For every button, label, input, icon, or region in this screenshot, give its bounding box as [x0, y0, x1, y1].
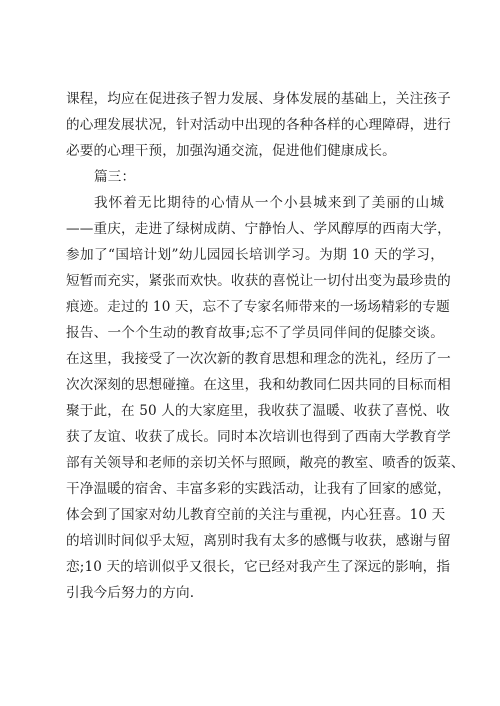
text-line: 必要的心理干预，加强沟通交流，促进他们健康成长。: [66, 143, 396, 159]
text-line: 痕迹。走过的 10 天，忘不了专家名师带来的一场场精彩的专题: [66, 299, 450, 315]
section-heading: 篇三：: [94, 169, 136, 185]
text-line: 课程，均应在促进孩子智力发展、身体发展的基础上，关注孩子: [66, 91, 451, 107]
text-line: 恋;10 天的培训似乎又很长，它已经对我产生了深远的影响，指: [66, 559, 451, 575]
text-line: 我怀着无比期待的心情从一个小县城来到了美丽的山城: [94, 195, 444, 211]
text-line: 部有关领导和老师的亲切关怀与照顾，敞亮的教室、喷香的饭菜、: [66, 455, 465, 471]
text-line: 引我今后努力的方向.: [66, 585, 195, 601]
text-line: 短暂而充实，紧张而欢快。收获的喜悦让一切付出变为最珍贵的: [66, 273, 451, 289]
text-line: 获了友谊、收获了成长。同时本次培训也得到了西南大学教育学: [66, 429, 451, 445]
text-line: 聚于此，在 50 人的大家庭里，我收获了温暖、收获了喜悦、收: [66, 403, 450, 419]
document-body: [66, 86, 465, 606]
text-line: 报告、一个个生动的教育故事;忘不了学员同伴间的促膝交谈。: [66, 325, 444, 341]
text-line: 干净温暖的宿舍、丰富多彩的实践活动，让我有了回家的感觉，: [66, 481, 451, 497]
text-line: ——重庆，走进了绿树成荫、宁静怡人、学风醇厚的西南大学，: [66, 221, 451, 237]
paragraph-main: [66, 190, 465, 606]
text-line: 次次深刻的思想碰撞。在这里，我和幼教同仁因共同的目标而相: [66, 377, 451, 393]
text-line: 参加了“国培计划”幼儿园园长培训学习。为期 10 天的学习，: [66, 247, 444, 263]
text-line: 的心理发展状况，针对活动中出现的各种各样的心理障碍，进行: [66, 117, 451, 133]
paragraph-intro: [66, 86, 451, 164]
text-line: 的培训时间似乎太短，离别时我有太多的感慨与收获，感谢与留: [66, 533, 451, 549]
text-line: 在这里，我接受了一次次新的教育思想和理念的洗礼，经历了一: [66, 351, 451, 367]
text-line: 体会到了国家对幼儿教育空前的关注与重视，内心狂喜。10 天: [66, 507, 446, 523]
